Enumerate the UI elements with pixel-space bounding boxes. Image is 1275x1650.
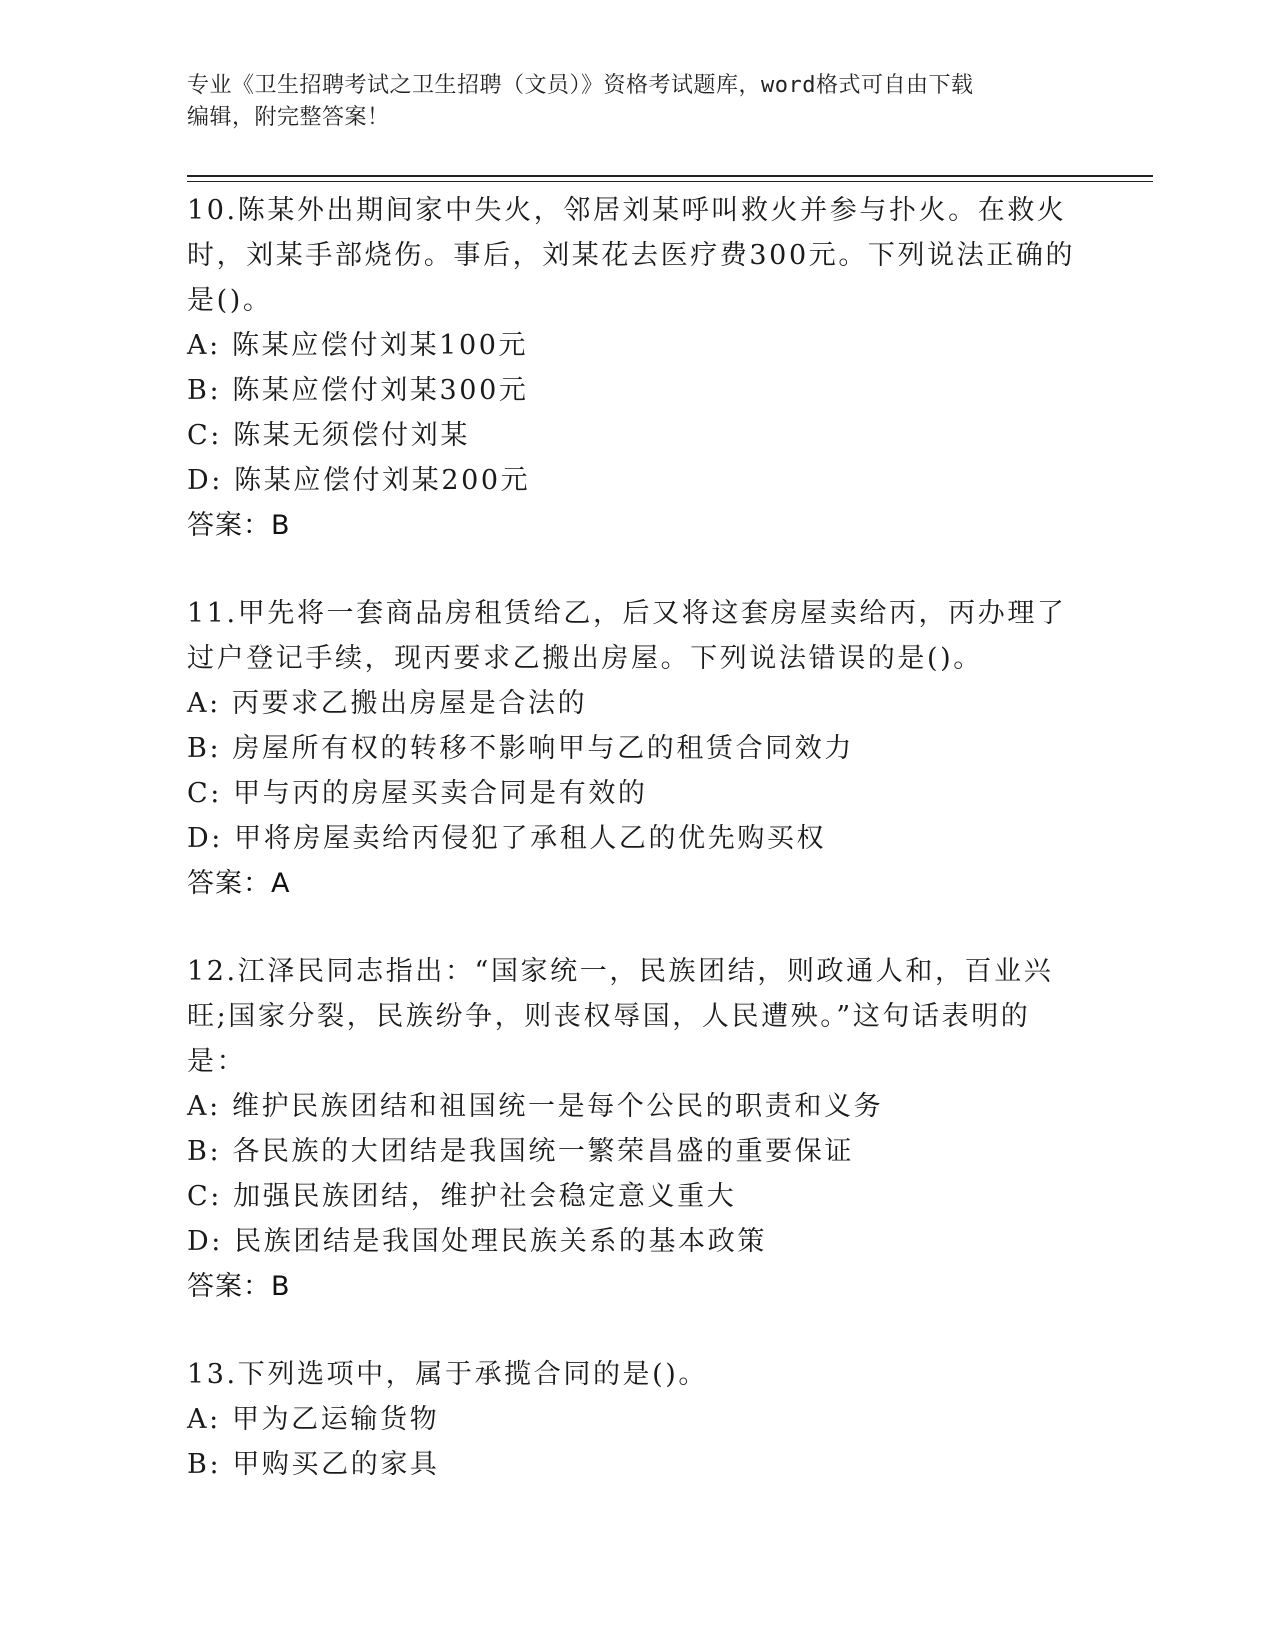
option-a: A: 陈某应偿付刘某100元 — [187, 330, 529, 361]
option-b: B: 陈某应偿付刘某300元 — [187, 375, 529, 406]
document-header — [187, 70, 1087, 134]
option-d: D: 甲将房屋卖给丙侵犯了承租人乙的优先购买权 — [187, 823, 827, 854]
header-line-2: 编辑，附完整答案！ — [187, 105, 390, 130]
question-stem: 11.甲先将一套商品房租赁给乙，后又将这套房屋卖给丙，丙办理了过户登记手续，现丙要求乙搬出房屋。下列说法错误的是()。 — [187, 598, 1067, 674]
question-10 — [187, 188, 1087, 549]
question-stem: 10.陈某外出期间家中失火，邻居刘某呼叫救火并参与扑火。在救火时，刘某手部烧伤。事后，刘某花去医疗费300元。下列说法正确的是()。 — [187, 195, 1076, 316]
question-stem: 13.下列选项中，属于承揽合同的是()。 — [187, 1359, 709, 1390]
answer-label: 答案：B — [187, 510, 291, 541]
question-11 — [187, 591, 1087, 907]
question-list — [187, 188, 1087, 1529]
question-stem: 12.江泽民同志指出：“国家统一，民族团结，则政通人和，百业兴旺;国家分裂，民族纷争，则丧权辱国，人民遭殃。”这句话表明的是： — [187, 956, 1054, 1077]
header-line-1: 专业《卫生招聘考试之卫生招聘（文员）》资格考试题库，word格式可自由下载 — [187, 73, 974, 98]
option-c: C: 陈某无须偿付刘某 — [187, 420, 470, 451]
option-b: B: 甲购买乙的家具 — [187, 1449, 440, 1480]
answer-label: 答案：B — [187, 1271, 291, 1302]
question-13 — [187, 1352, 1087, 1487]
option-c: C: 甲与丙的房屋买卖合同是有效的 — [187, 778, 648, 809]
option-a: A: 维护民族团结和祖国统一是每个公民的职责和义务 — [187, 1091, 884, 1122]
header-divider-thin — [187, 181, 1153, 182]
option-b: B: 各民族的大团结是我国统一繁荣昌盛的重要保证 — [187, 1136, 854, 1167]
option-d: D: 陈某应偿付刘某200元 — [187, 465, 531, 496]
option-a: A: 甲为乙运输货物 — [187, 1404, 440, 1435]
option-a: A: 丙要求乙搬出房屋是合法的 — [187, 688, 588, 719]
option-c: C: 加强民族团结，维护社会稳定意义重大 — [187, 1181, 737, 1212]
header-divider — [187, 175, 1153, 177]
answer-label: 答案：A — [187, 868, 291, 899]
option-d: D: 民族团结是我国处理民族关系的基本政策 — [187, 1226, 767, 1257]
question-12 — [187, 949, 1087, 1310]
option-b: B: 房屋所有权的转移不影响甲与乙的租赁合同效力 — [187, 733, 854, 764]
